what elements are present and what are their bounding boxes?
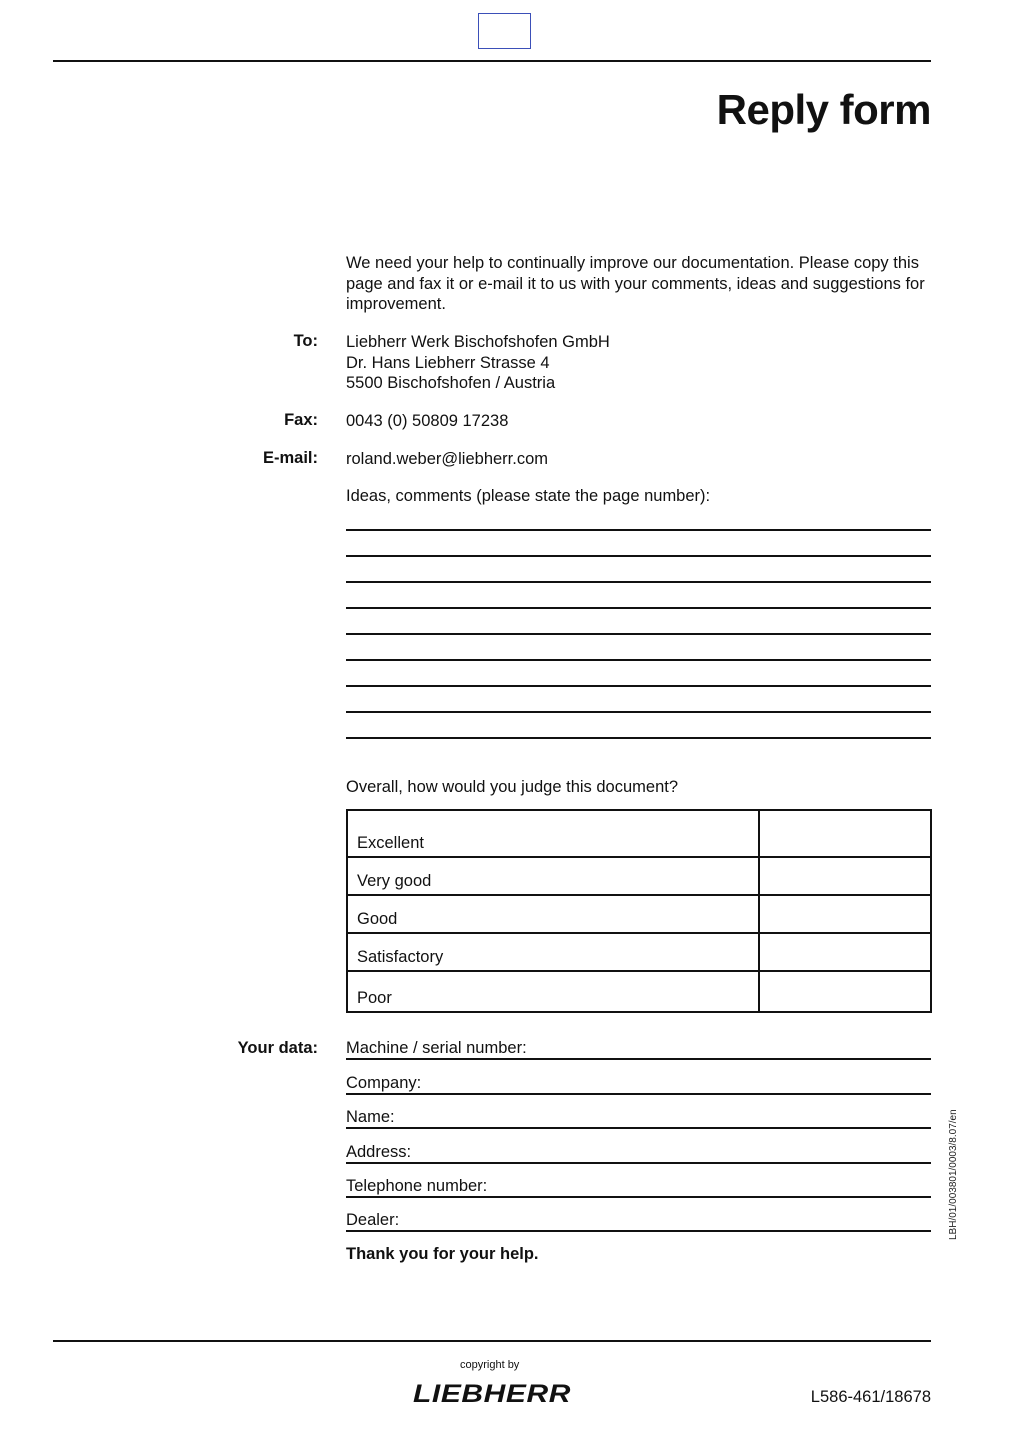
machine-serial-field[interactable] bbox=[346, 1036, 931, 1060]
rating-checkbox-excellent[interactable] bbox=[758, 811, 930, 856]
liebherr-logo bbox=[412, 1381, 572, 1405]
company-field[interactable] bbox=[346, 1071, 931, 1095]
rating-checkbox-poor[interactable] bbox=[758, 972, 930, 1011]
rating-label-poor: Poor bbox=[357, 989, 392, 1007]
page-title: Reply form bbox=[716, 86, 931, 133]
rating-label-good: Good bbox=[357, 910, 398, 928]
to-address-line-1: Liebherr Werk Bischofshofen GmbH bbox=[346, 333, 610, 351]
rating-checkbox-good[interactable] bbox=[758, 896, 930, 932]
company-label: Company: bbox=[346, 1074, 422, 1092]
rating-row-poor bbox=[348, 972, 930, 1011]
comment-line-7[interactable] bbox=[346, 685, 931, 687]
rating-label-very-good: Very good bbox=[357, 872, 432, 890]
thank-you-text: Thank you for your help. bbox=[346, 1245, 539, 1263]
telephone-field[interactable] bbox=[346, 1174, 931, 1198]
your-data-label: Your data: bbox=[237, 1039, 318, 1057]
liebherr-logo-text: LIEBHERR bbox=[413, 1381, 571, 1405]
header-placeholder-box bbox=[478, 13, 531, 49]
to-label: To: bbox=[293, 332, 318, 350]
fax-value: 0043 (0) 50809 17238 bbox=[346, 412, 509, 430]
rating-checkbox-satisfactory[interactable] bbox=[758, 934, 930, 970]
to-address-line-3: 5500 Bischofshofen / Austria bbox=[346, 374, 556, 392]
comment-line-2[interactable] bbox=[346, 555, 931, 557]
rating-label-satisfactory: Satisfactory bbox=[357, 948, 444, 966]
machine-serial-label: Machine / serial number: bbox=[346, 1039, 527, 1057]
rating-row-excellent bbox=[348, 811, 930, 858]
comment-line-9[interactable] bbox=[346, 737, 931, 739]
footer-rule bbox=[53, 1340, 931, 1342]
document-number: L586-461/18678 bbox=[810, 1388, 931, 1406]
comment-lines bbox=[346, 529, 931, 763]
rating-row-good bbox=[348, 896, 930, 934]
comment-line-1[interactable] bbox=[346, 529, 931, 531]
comment-line-3[interactable] bbox=[346, 581, 931, 583]
comment-line-8[interactable] bbox=[346, 711, 931, 713]
dealer-field[interactable] bbox=[346, 1208, 931, 1232]
fax-label: Fax: bbox=[284, 411, 318, 429]
comment-line-6[interactable] bbox=[346, 659, 931, 661]
rating-row-satisfactory bbox=[348, 934, 930, 972]
telephone-label: Telephone number: bbox=[346, 1177, 488, 1195]
dealer-label: Dealer: bbox=[346, 1211, 400, 1229]
address-label: Address: bbox=[346, 1143, 412, 1161]
rating-row-very-good bbox=[348, 858, 930, 896]
comment-line-4[interactable] bbox=[346, 607, 931, 609]
rating-label-excellent: Excellent bbox=[357, 834, 424, 852]
rating-question: Overall, how would you judge this document? bbox=[346, 778, 679, 796]
to-address-line-2: Dr. Hans Liebherr Strasse 4 bbox=[346, 353, 550, 372]
copyright-text: copyright by bbox=[460, 1359, 520, 1371]
email-value: roland.weber@liebherr.com bbox=[346, 450, 549, 468]
name-field[interactable] bbox=[346, 1105, 931, 1129]
header-rule bbox=[53, 60, 931, 62]
rating-checkbox-very-good[interactable] bbox=[758, 858, 930, 894]
address-field[interactable] bbox=[346, 1140, 931, 1164]
comment-line-5[interactable] bbox=[346, 633, 931, 635]
comments-prompt: Ideas, comments (please state the page number): bbox=[346, 487, 711, 505]
rating-table bbox=[346, 809, 932, 1013]
name-label: Name: bbox=[346, 1108, 395, 1126]
side-document-code: LBH/01/003801/0003/8.07/en bbox=[948, 1109, 959, 1240]
email-label: E-mail: bbox=[262, 449, 318, 467]
intro-text: We need your help to continually improve our documentation. Please copy this page and fax it or e-mail it to us with your comments, ideas and suggestions for improvement. bbox=[346, 254, 925, 313]
